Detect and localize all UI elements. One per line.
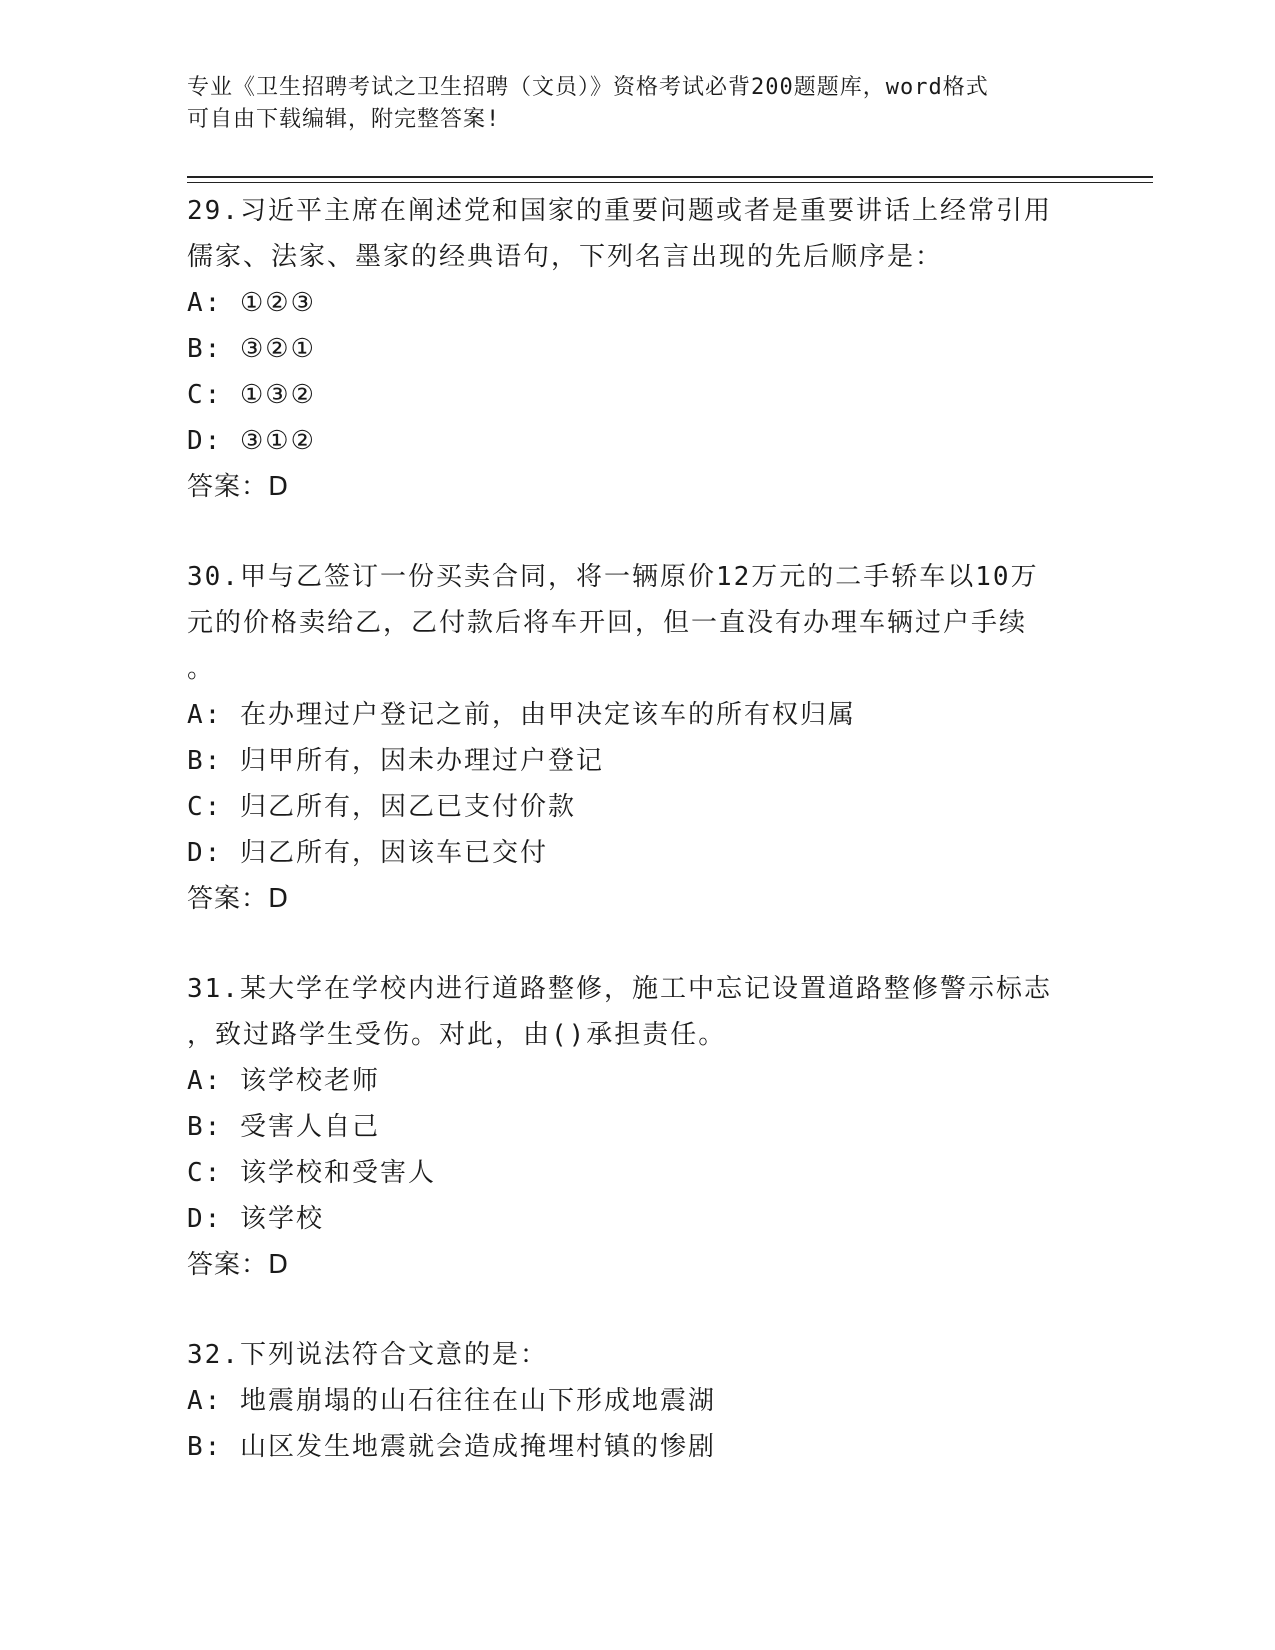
header-divider-top <box>187 176 1153 178</box>
option-a: A: 该学校老师 <box>187 1066 380 1096</box>
option-c: C: ①③② <box>187 380 316 410</box>
header-line-1: 专业《卫生招聘考试之卫生招聘（文员）》资格考试必背200题题库，word格式 <box>187 75 989 100</box>
option-c: C: 该学校和受害人 <box>187 1158 436 1188</box>
question-text: 。 <box>187 654 216 684</box>
option-c: C: 归乙所有，因乙已支付价款 <box>187 792 576 822</box>
answer-line: 答案：D <box>187 472 290 502</box>
option-b: B: ③②① <box>187 334 316 364</box>
spacer <box>187 1288 1087 1332</box>
answer-line: 答案：D <box>187 884 290 914</box>
question-29 <box>187 188 1087 510</box>
question-text: 元的价格卖给乙，乙付款后将车开回，但一直没有办理车辆过户手续 <box>187 608 1028 638</box>
question-text: 儒家、法家、墨家的经典语句，下列名言出现的先后顺序是： <box>187 242 944 272</box>
option-d: D: ③①② <box>187 426 316 456</box>
option-a: A: ①②③ <box>187 288 316 318</box>
question-list <box>187 188 1087 1470</box>
option-a: A: 在办理过户登记之前，由甲决定该车的所有权归属 <box>187 700 856 730</box>
question-text: ，致过路学生受伤。对此，由()承担责任。 <box>187 1020 727 1050</box>
option-d: D: 归乙所有，因该车已交付 <box>187 838 548 868</box>
option-a: A: 地震崩塌的山石往往在山下形成地震湖 <box>187 1386 716 1416</box>
question-31 <box>187 966 1087 1288</box>
question-text: 29.习近平主席在阐述党和国家的重要问题或者是重要讲话上经常引用 <box>187 196 1052 226</box>
option-b: B: 归甲所有，因未办理过户登记 <box>187 746 604 776</box>
header-line-2: 可自由下载编辑，附完整答案! <box>187 107 501 132</box>
header-divider-bottom <box>187 182 1153 183</box>
question-text: 32.下列说法符合文意的是： <box>187 1340 548 1370</box>
question-text: 30.甲与乙签订一份买卖合同，将一辆原价12万元的二手轿车以10万 <box>187 562 1039 592</box>
question-32 <box>187 1332 1087 1470</box>
option-d: D: 该学校 <box>187 1204 324 1234</box>
question-30 <box>187 554 1087 922</box>
spacer <box>187 510 1087 554</box>
spacer <box>187 922 1087 966</box>
document-header <box>187 72 1087 136</box>
answer-line: 答案：D <box>187 1250 290 1280</box>
question-text: 31.某大学在学校内进行道路整修，施工中忘记设置道路整修警示标志 <box>187 974 1052 1004</box>
option-b: B: 受害人自己 <box>187 1112 380 1142</box>
option-b: B: 山区发生地震就会造成掩埋村镇的惨剧 <box>187 1432 716 1462</box>
